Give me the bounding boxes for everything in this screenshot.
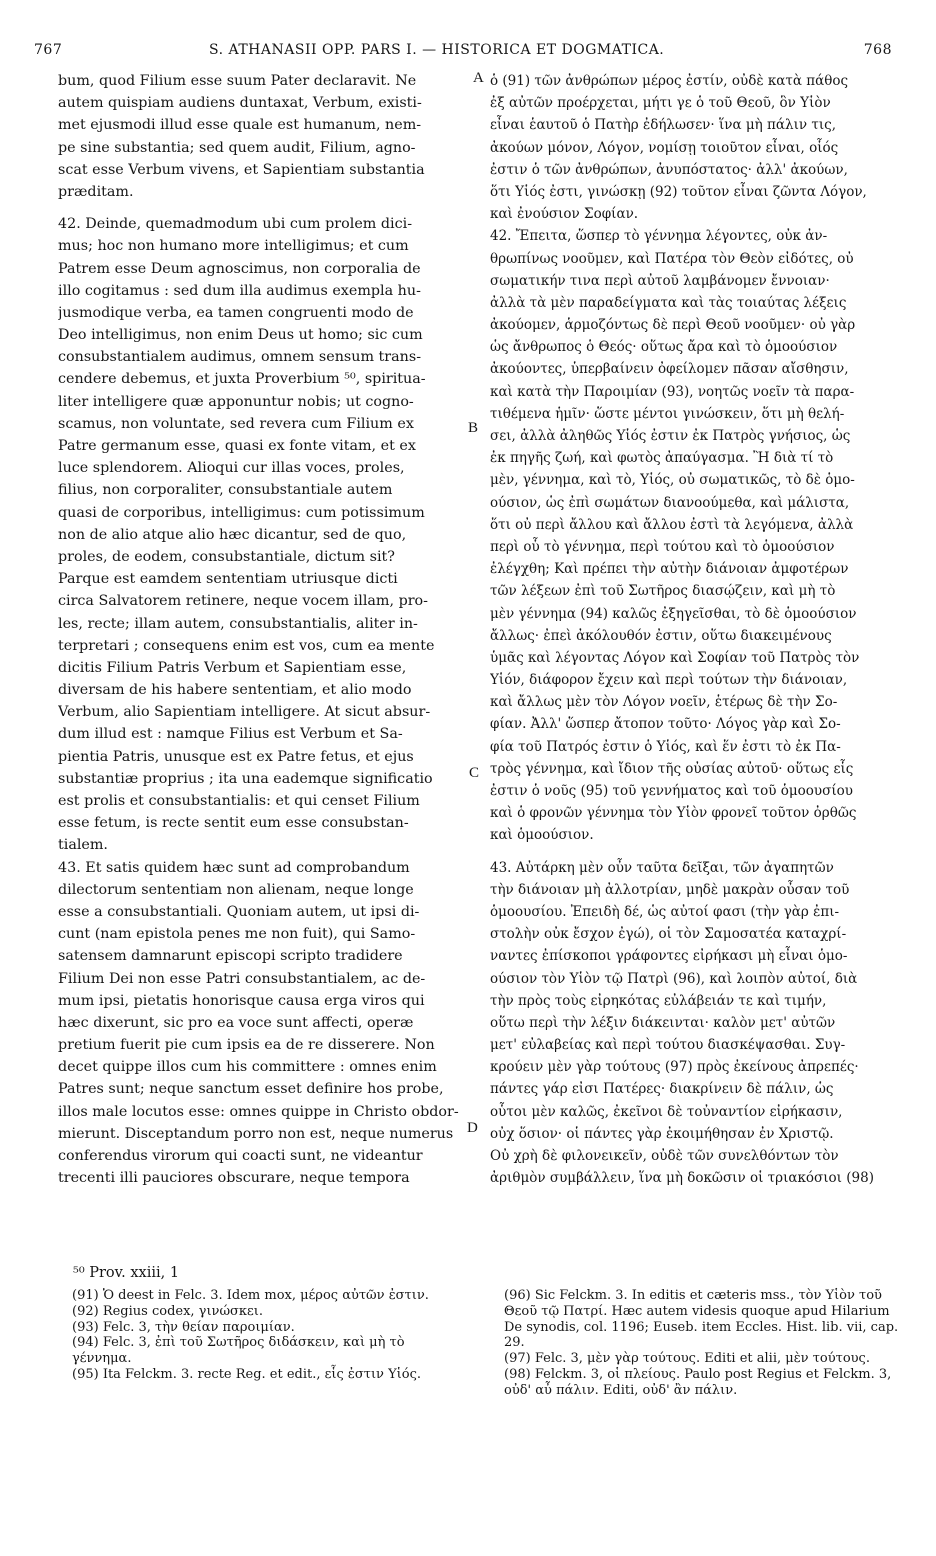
- greek-text-line: τὴν διάνοιαν μὴ ἀλλοτρίαν, μηδὲ μακρὰν οὖσαν τοῦ: [490, 881, 850, 898]
- latin-column: [58, 70, 468, 1189]
- latin-text-line: circa Salvatorem retinere, neque vocem illam, pro-: [58, 593, 428, 610]
- latin-text-line: proles, de eodem, consubstantiale, dictum sit?: [58, 548, 395, 565]
- footnotes-right: [504, 1288, 899, 1399]
- latin-text-line: cunt (nam epistola penes me non fuit), qui Samo-: [58, 926, 416, 943]
- margin-marker-d: D: [467, 1120, 478, 1136]
- latin-text-line: Patrem esse Deum agnoscimus, non corporalia de: [58, 260, 421, 277]
- latin-text-line: autem quispiam audiens duntaxat, Verbum, existi-: [58, 95, 422, 112]
- greek-text-line: ὑμᾶς καὶ λέγοντας Λόγον καὶ Σοφίαν τοῦ Πατρὸς τὸν: [490, 649, 860, 666]
- greek-text-line: ἄλλως· ἐπεὶ ἀκόλουθόν ἐστιν, οὕτω διακειμένους: [490, 627, 832, 644]
- greek-text-line: κρούειν μὲν γὰρ τούτους (97) πρὸς ἐκείνους ἀπρεπές·: [490, 1059, 859, 1076]
- greek-text-line: ἐλέγχθη; Καὶ πρέπει τὴν αὐτὴν διάνοιαν ἀμφοτέρων: [490, 561, 849, 578]
- latin-text-line: filius, non corporaliter, consubstantiale autem: [58, 482, 393, 499]
- latin-text-line: non de alio atque alio hæc dicantur, sed de quo,: [58, 526, 407, 543]
- greek-text-line: ὡς ἄνθρωπος ὁ Θεός· οὕτως ἄρα καὶ τὸ ὁμοούσιον: [490, 339, 838, 356]
- greek-text-line: ὁμοουσίου. Ἐπειδὴ δέ, ὡς αὐτοί φασι (τὴν γὰρ ἐπι-: [490, 903, 840, 920]
- greek-text-line: ἀριθμὸν συμβάλλειν, ἵνα μὴ δοκῶσιν οἱ τριακόσιοι (98): [490, 1170, 874, 1187]
- greek-text-line: φίαν. Ἀλλ' ὥσπερ ἄτοπον τοῦτο· Λόγος γὰρ καὶ Σο-: [490, 716, 841, 733]
- greek-text-line: οὗτοι μὲν καλῶς, ἐκεῖνοι δὲ τοὐναντίον εἰρήκασιν,: [490, 1103, 843, 1120]
- footnote: (96) Sic Felckm. 3. In editis et cæteris mss., τὸν Υἱὸν τοῦ Θεοῦ τῷ Πατρί. Hæc autem videsis quoque apud Hilarium De synodis, col. 1196; Euseb. item Eccles. Hist. lib. vii, cap. 29.: [504, 1288, 899, 1351]
- latin-text-line: cendere debemus, et juxta Proverbium ⁵⁰, spiritua-: [58, 371, 426, 388]
- latin-text-line: Verbum, alio Sapientiam intelligere. At sicut absur-: [58, 704, 431, 721]
- footnote: (93) Felc. 3, τὴν θείαν παροιμίαν.: [72, 1319, 295, 1335]
- greek-text-line: πάντες γάρ εἰσι Πατέρες· διακρίνειν δὲ πάλιν, ὡς: [490, 1081, 834, 1098]
- footnotes-left: [72, 1288, 467, 1383]
- greek-text-line: καὶ ἐνούσιον Σοφίαν.: [490, 206, 639, 223]
- greek-text-line: ὁ (91) τῶν ἀνθρώπων μέρος ἐστίν, οὐδὲ κατὰ πάθος: [490, 73, 849, 89]
- footnote: (95) Ita Felckm. 3. recte Reg. et edit., εἷς ἐστιν Υἱός.: [72, 1366, 421, 1382]
- latin-text-line: jusmodique verba, ea tamen congruenti modo de: [58, 304, 414, 321]
- latin-text-line: trecenti illi pauciores obscurare, neque tempora: [58, 1170, 410, 1187]
- latin-text-line: conferendus virorum qui coacti sunt, ne videantur: [58, 1148, 423, 1164]
- latin-text-line: 43. Et satis quidem hæc sunt ad comprobandum: [58, 859, 410, 876]
- margin-marker-c: C: [469, 765, 480, 781]
- latin-text-line: est prolis et consubstantialis: et qui censet Filium: [58, 793, 420, 809]
- greek-text-line: στολὴν οὐκ ἔσχον ἐγώ), οἱ τὸν Σαμοσατέα καταχρί-: [490, 926, 847, 943]
- page-number-right: 768: [863, 42, 892, 58]
- greek-text-line: καὶ ἄλλως μὲν τὸν Λόγον νοεῖν, ἑτέρως δὲ τὴν Σο-: [490, 694, 838, 711]
- greek-text-line: ἀλλὰ τὰ μὲν παραδείγματα καὶ τὰς τοιαύτας λέξεις: [490, 294, 847, 311]
- latin-text-line: diversam de his habere sententiam, et alio modo: [58, 682, 412, 699]
- greek-column: [490, 70, 898, 1189]
- latin-text-line: scamus, non voluntate, sed revera cum Filium ex: [58, 415, 414, 432]
- latin-text-line: mum ipsi, pietatis honorisque causa erga viros qui: [58, 992, 425, 1009]
- latin-text-line: dicitis Filium Patris Verbum et Sapientiam esse,: [58, 659, 407, 676]
- greek-text-line: καὶ ὁμοούσιον.: [490, 827, 594, 844]
- footnote: (92) Regius codex, γινώσκει.: [72, 1303, 264, 1319]
- latin-text-line: tialem.: [58, 837, 108, 854]
- latin-text-line: consubstantialem audimus, omnem sensum trans-: [58, 349, 422, 366]
- greek-text-line: ούσιον τὸν Υἱὸν τῷ Πατρὶ (96), καὶ λοιπὸν αὐτοί, διὰ: [490, 970, 858, 987]
- greek-text-line: ὅτι οὐ περὶ ἄλλου καὶ ἄλλου ἐστὶ τὰ λεγόμενα, ἀλλὰ: [490, 516, 854, 533]
- latin-text-line: præditam.: [58, 183, 134, 200]
- running-title: S. ATHANASII OPP. PARS I. — HISTORICA ET DOGMATICA.: [209, 42, 665, 58]
- latin-text-line: Patres sunt; neque sanctum esset definire hos probe,: [58, 1081, 444, 1098]
- latin-text-line: esse fetum, is recte sentit eum esse consubstan-: [58, 815, 409, 832]
- greek-text-line: ἐξ αὐτῶν προέρχεται, μήτι γε ὁ τοῦ Θεοῦ, ὃν Υἱὸν: [490, 95, 831, 112]
- greek-text-line: ἀκούοντες, ὑπερβαίνειν ὀφείλομεν πᾶσαν αἴσθησιν,: [490, 361, 849, 378]
- latin-text-line: dum illud est : namque Filius est Verbum et Sa-: [58, 726, 403, 743]
- greek-text-line: μὲν, γέννημα, καὶ τὸ, Υἱός, οὐ σωματικῶς, τὸ δὲ ὁμο-: [490, 472, 855, 489]
- latin-text-line: Parque est eamdem sententiam utriusque dicti: [58, 571, 398, 588]
- greek-text-line: ὅτι Υἱός ἐστι, γινώσκῃ (92) τοῦτον εἶναι ζῶντα Λόγον,: [490, 183, 867, 200]
- footnote: (98) Felckm. 3, οἱ πλείους. Paulo post Regius et Felckm. 3, οὐδ' αὖ πάλιν. Editi, οὐδ' ἂν πάλιν.: [504, 1366, 892, 1398]
- page-number-left: 767: [34, 42, 63, 58]
- running-header: [34, 42, 892, 66]
- greek-text-line: μετ' εὐλαβείας καὶ περὶ τούτου διασκέψασθαι. Συγ-: [490, 1037, 846, 1054]
- latin-text-line: les, recte; illam autem, consubstantialis, aliter in-: [58, 615, 418, 632]
- greek-text-line: ναντες ἐπίσκοποι γράφοντες εἰρήκασι μὴ εἶναι ὁμο-: [490, 948, 848, 965]
- greek-text-line: τὴν πρὸς τοὺς εἰρηκότας εὐλάβειάν τε καὶ τιμήν,: [490, 992, 827, 1009]
- latin-text-line: scat esse Verbum vivens, et Sapientiam substantia: [58, 161, 425, 178]
- latin-text-line: mus; hoc non humano more intelligimus; et cum: [58, 238, 409, 255]
- latin-text-line: illo cogitamus : sed dum illa audimus exempla hu-: [58, 282, 421, 299]
- footnote: (91) Ὁ deest in Felc. 3. Idem mox, μέρος αὐτῶν ἐστιν.: [72, 1288, 429, 1303]
- latin-text-line: terpretari ; consequens enim est vos, cum ea mente: [58, 637, 435, 654]
- latin-text-line: hæc dixerunt, sic pro ea voce sunt affecti, operæ: [58, 1014, 414, 1031]
- latin-text-line: quasi de corporibus, intelligimus: cum potissimum: [58, 504, 425, 521]
- greek-text-line: εἶναι ἑαυτοῦ ὁ Πατὴρ ἐδήλωσεν· ἵνα μὴ πάλιν τις,: [490, 117, 836, 134]
- greek-text-line: καὶ κατὰ τὴν Παροιμίαν (93), νοητῶς νοεῖν τὰ παρα-: [490, 383, 855, 400]
- latin-text-line: Filium Dei non esse Patri consubstantialem, ac de-: [58, 970, 426, 987]
- latin-text-line: dilectorum sententiam non alienam, neque longe: [58, 881, 414, 898]
- latin-text-line: illos male locutos esse: omnes quippe in Christo obdor-: [58, 1103, 459, 1120]
- greek-text-line: θρωπίνως νοοῦμεν, καὶ Πατέρα τὸν Θεὸν εἰδότες, οὐ: [490, 250, 854, 267]
- greek-text-line: ἐστιν ὁ τῶν ἀνθρώπων, ἀνυπόστατος· ἀλλ' ἀκούων,: [490, 161, 848, 178]
- greek-text-line: τρὸς γέννημα, καὶ ἴδιον τῆς οὐσίας αὐτοῦ· οὕτως εἷς: [490, 760, 854, 777]
- greek-text-line: οὐχ ὅσιον· οἱ πάντες γὰρ ἐκοιμήθησαν ἐν Χριστῷ.: [490, 1125, 834, 1142]
- greek-text-line: καὶ ὁ φρονῶν γέννημα τὸν Υἱὸν φρονεῖ τοῦτον ὀρθῶς: [490, 805, 857, 822]
- latin-text-line: met ejusmodi illud esse quale est humanum, nem-: [58, 117, 422, 134]
- greek-text-line: 43. Αὐτάρκη μὲν οὖν ταῦτα δεῖξαι, τῶν ἀγαπητῶν: [490, 859, 834, 876]
- greek-text-line: οὕτω περὶ τὴν λέξιν διάκεινται· καλὸν μετ' αὐτῶν: [490, 1014, 836, 1031]
- greek-text-line: σει, ἀλλὰ ἀληθῶς Υἱός ἐστιν ἐκ Πατρὸς γνήσιος, ὡς: [490, 428, 851, 444]
- greek-text-line: ἐστιν ὁ νοῦς (95) τοῦ γεννήματος καὶ τοῦ ὁμοουσίου: [490, 783, 853, 799]
- greek-text-line: σωματικήν τινα περὶ αὐτοῦ λαμβάνομεν ἔννοιαν·: [490, 272, 830, 289]
- greek-text-line: τιθέμενα ἡμῖν· ὥστε μέντοι γινώσκειν, ὅτι μὴ θελή-: [490, 405, 845, 422]
- latin-text-line: mierunt. Disceptandum porro non est, neque numerus: [58, 1125, 454, 1142]
- greek-text-line: περὶ οὗ τὸ γέννημα, περὶ τούτου καὶ τὸ ὁμοούσιον: [490, 538, 835, 555]
- latin-text-line: luce splendorem. Alioqui cur illas voces, proles,: [58, 460, 405, 477]
- latin-text-line: satensem damnarunt episcopi scripto tradidere: [58, 948, 403, 965]
- latin-text-line: pretium fuerit pie cum ipsis ea de re disserere. Non: [58, 1037, 435, 1054]
- greek-text-line: ἀκούομεν, ἁρμοζόντως δὲ περὶ Θεοῦ νοοῦμεν· οὐ γὰρ: [490, 317, 856, 334]
- greek-text-line: Υἱόν, διάφορον ἔχειν καὶ περὶ τούτων τὴν διάνοιαν,: [490, 672, 848, 689]
- latin-text-line: pientia Patris, unusque est ex Patre fetus, et ejus: [58, 748, 414, 765]
- latin-text-line: decet quippe illos cum his committere : omnes enim: [58, 1059, 437, 1076]
- greek-text-line: Οὐ χρὴ δὲ φιλονεικεῖν, οὐδὲ τῶν συνελθόντων τὸν: [490, 1148, 839, 1164]
- margin-marker-b: B: [468, 420, 479, 436]
- greek-text-line: ἀκούων μόνον, Λόγον, νομίσῃ τοιοῦτον εἶναι, οἷός: [490, 139, 839, 156]
- greek-text-line: φία τοῦ Πατρός ἐστιν ὁ Υἱός, καὶ ἕν ἐστι τὸ ἐκ Πα-: [490, 738, 841, 755]
- footnote: (97) Felc. 3, μὲν γὰρ τούτους. Editi et alii, μὲν τούτους.: [504, 1351, 870, 1367]
- greek-text-line: 42. Ἔπειτα, ὥσπερ τὸ γέννημα λέγοντες, οὐκ ἀν-: [490, 228, 828, 245]
- scripture-reference: ⁵⁰ Prov. xxiii, 1: [73, 1265, 180, 1281]
- paragraph-gap: [58, 203, 468, 213]
- latin-text-line: esse a consubstantiali. Quoniam autem, ut ipsi di-: [58, 903, 420, 920]
- greek-text-line: ἐκ πηγῆς ζωή, καὶ φωτὸς ἀπαύγασμα. Ἢ διὰ τί τὸ: [490, 450, 834, 467]
- latin-text-line: 42. Deinde, quemadmodum ubi cum prolem dici-: [58, 216, 413, 233]
- margin-marker-a: A: [473, 70, 484, 86]
- greek-text-line: τῶν λέξεων ἐπὶ τοῦ Σωτῆρος διασῴζειν, καὶ μὴ τὸ: [490, 583, 836, 600]
- footnote: (94) Felc. 3, ἐπὶ τοῦ Σωτῆρος διδάσκειν, καὶ μὴ τὸ γέννημα.: [72, 1335, 405, 1367]
- latin-text-line: Deo intelligimus, non enim Deus ut homo; sic cum: [58, 327, 423, 344]
- latin-text-line: liter intelligere quæ apponuntur nobis; ut cogno-: [58, 393, 414, 410]
- latin-text-line: pe sine substantia; sed quem audit, Filium, agno-: [58, 139, 416, 156]
- greek-text-line: μὲν γέννημα (94) καλῶς ἐξηγεῖσθαι, τὸ δὲ ὁμοούσιον: [490, 605, 857, 622]
- latin-text-line: bum, quod Filium esse suum Pater declaravit. Ne: [58, 73, 417, 89]
- paragraph-gap: [490, 847, 898, 857]
- latin-text-line: Patre germanum esse, quasi ex fonte vitam, et ex: [58, 438, 416, 454]
- greek-text-line: ούσιον, ὡς ἐπὶ σωμάτων διανοούμεθα, καὶ μάλιστα,: [490, 494, 850, 511]
- latin-text-line: substantiæ proprius ; ita una eademque significatio: [58, 770, 433, 787]
